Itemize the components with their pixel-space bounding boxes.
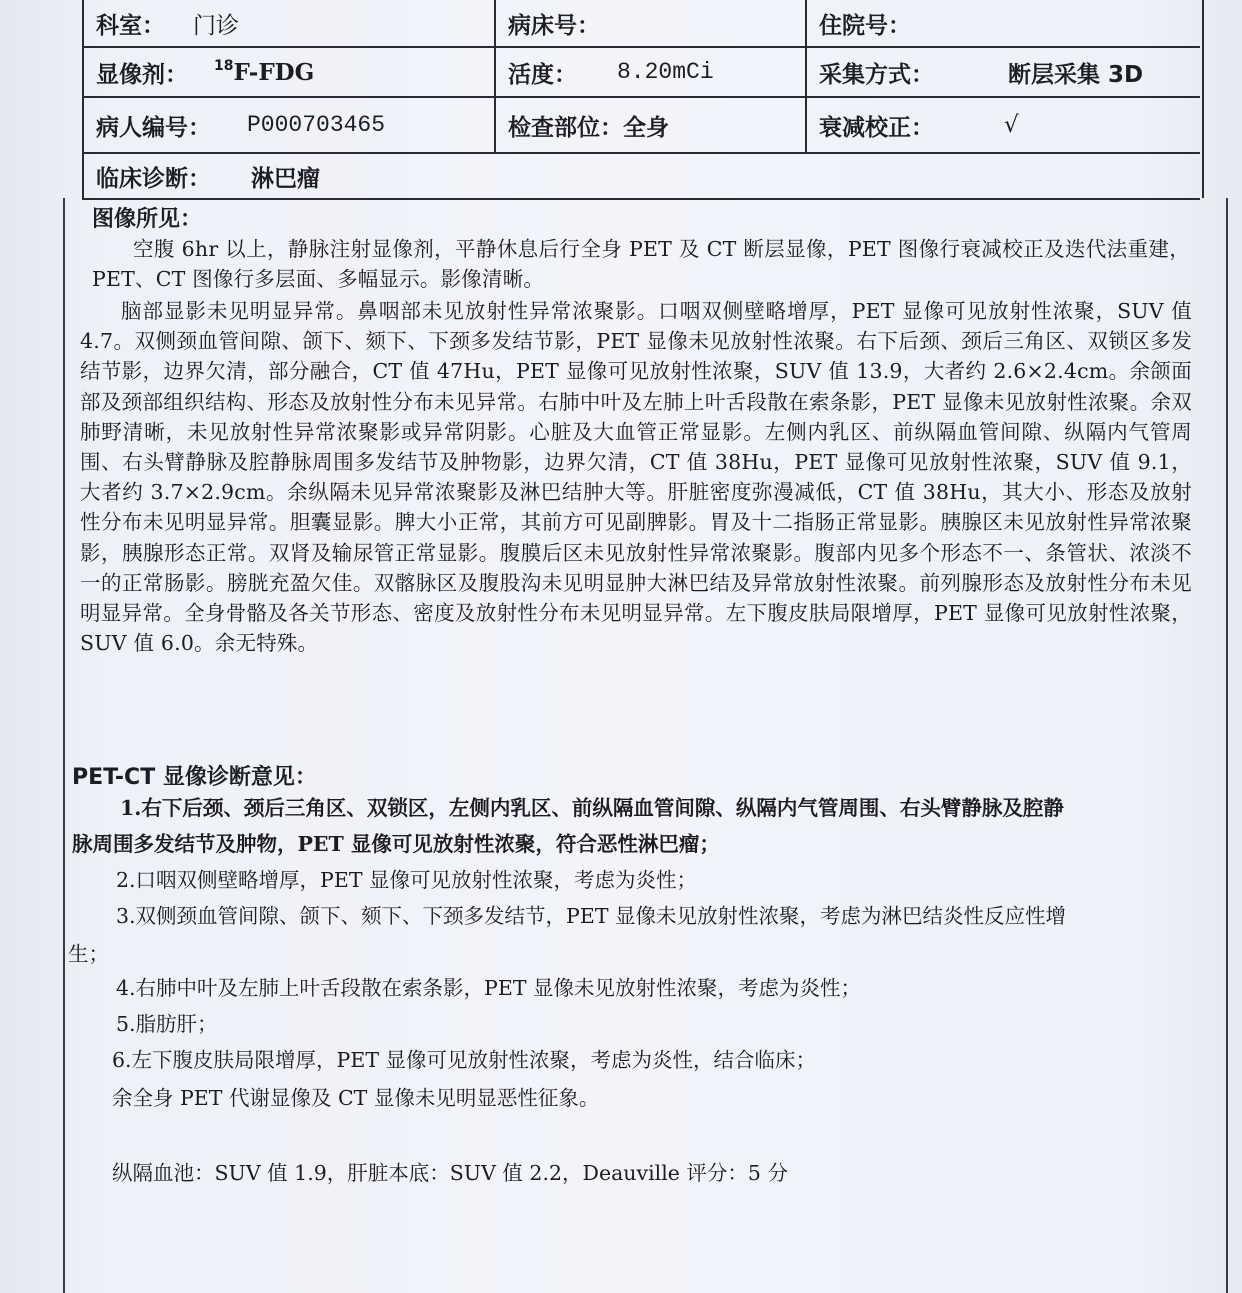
column-divider [805,48,807,98]
admission-label: 住院号： [819,12,911,39]
patient-id-label: 病人编号： [96,114,211,141]
department-value: 门诊 [193,12,239,39]
exam-site-value: 全身 [623,114,669,141]
section-right-border [1226,198,1228,1293]
acquisition-value: 断层采集 3D [1008,61,1144,88]
diagnosis-remainder: 余全身 PET 代谢显像及 CT 显像未见明显恶性征象。 [112,1086,600,1110]
diagnosis-item-3-line-2: 生； [68,942,109,966]
column-divider [494,98,496,152]
diagnosis-item-4: 4.右肺中叶及左肺上叶舌段散在索条影，PET 显像未见放射性浓聚，考虑为炎性； [116,976,862,1000]
acquisition-label: 采集方式： [819,61,934,88]
diagnosis-item-5: 5.脂肪肝； [116,1012,218,1036]
attenuation-label: 衰减校正： [819,114,934,141]
header-row-clinical-diagnosis [82,154,1200,200]
column-divider [494,48,496,98]
diagnosis-item-1-line-2: 脉周围多发结节及肿物，PET 显像可见放射性浓聚，符合恶性淋巴瘤； [72,832,720,856]
tracer-cell [96,48,314,96]
column-divider [805,98,807,152]
header-row-tracer [82,48,1200,98]
attenuation-cell [819,98,1019,152]
diagnosis-item-3-line-1: 3.双侧颈血管间隙、颌下、颏下、下颈多发结节，PET 显像未见放射性浓聚，考虑为淋巴结炎性反应性增 [116,904,1067,928]
diagnosis-item-6: 6.左下腹皮肤局限增厚，PET 显像可见放射性浓聚，考虑为炎性，结合临床； [112,1048,817,1072]
tracer-value-wrap [214,58,314,86]
diagnosis-item-1-line-1: 1.右下后颈、颈后三角区、双锁区，左侧内乳区、前纵隔血管间隙、纵隔内气管周围、右头臂静脉及腔静 [120,796,1064,820]
diagnosis-item-2: 2.口咽双侧壁略增厚，PET 显像可见放射性浓聚，考虑为炎性； [116,868,698,892]
tracer-isotope-mass: 18 [214,58,234,74]
deauville-score-line: 纵隔血池：SUV 值 1.9，肝脏本底：SUV 值 2.2，Deauville 评分：5 分 [112,1161,788,1185]
department-label: 科室： [96,12,165,39]
column-divider [805,0,807,48]
activity-value: 8.20mCi [617,59,714,85]
bed-label: 病床号： [508,12,600,39]
tracer-value: F-FDG [233,59,315,86]
findings-paragraph-details: 脑部显影未见明显异常。鼻咽部未见放射性异常浓聚影。口咽双侧壁略增厚，PET 显像可见放射性浓聚，SUV 值 4.7。双侧颈血管间隙、颌下、颏下、下颈多发结节影，PET 显像未见放射性浓聚。右下后颈、颈后三角区、双锁区多发结节影，边界欠清，部分融合，CT 值 47Hu，PET 显像可见放射性浓聚，SUV 值 13.9，大者约 2.6×2.4cm。余颌面部及颈部组织结构、形态及放射性分布未见异常。右肺中叶及左肺上叶舌段散在索条影，PET 显像未见放射性浓聚。余双肺野清晰，未见放射性异常浓聚影或异常阴影。心脏及大血管正常显影。左侧内乳区、前纵隔血管间隙、纵隔内气管周围、右头臂静脉及腔静脉周围多发结节及肿物影，边界欠清，CT 值 38Hu，PET 显像可见放射性浓聚，SUV 值 9.1，大者约 3.7×2.9cm。余纵隔未见异常浓聚影及淋巴结肿大等。肝脏密度弥漫减低，CT 值 38Hu，其大小、形态及放射性分布未见明显异常。胆囊显影。脾大小正常，其前方可见副脾影。胃及十二指肠正常显影。胰腺区未见放射性异常浓聚影，胰腺形态正常。双肾及输尿管正常显影。腹膜后区未见放射性异常浓聚影。腹部内见多个形态不一、条管状、浓淡不一的正常肠影。膀胱充盈欠佳。双髂脉区及腹股沟未见明显肿大淋巴结及异常放射性浓聚。前列腺形态及放射性分布未见明显异常。全身骨骼及各关节形态、密度及放射性分布未见明显异常。左下腹皮肤局限增厚，PET 显像可见放射性浓聚，SUV 值 6.0。余无特殊。 [80,299,1192,656]
admission-cell [819,0,911,46]
findings-paragraph-procedure: 空腹 6hr 以上，静脉注射显像剂，平静休息后行全身 PET 及 CT 断层显像，PET 图像行衰减校正及迭代法重建，PET、CT 图像行多层面、多幅显示。影像清晰。 [92,237,1190,292]
section-left-border [63,198,65,1293]
exam-site-label: 检查部位： [508,114,623,141]
activity-label: 活度： [508,61,577,88]
clinical-dx-cell [96,154,320,198]
column-divider [494,0,496,48]
header-row-department [82,0,1200,48]
department-cell [96,0,239,46]
bed-cell [508,0,600,46]
patient-id-value: P000703465 [247,112,386,138]
tracer-label: 显像剂： [96,61,188,88]
diagnosis-heading: PET-CT 显像诊断意见： [72,765,317,790]
activity-cell [508,48,714,96]
acquisition-cell [819,48,1143,96]
clinical-dx-label: 临床诊断： [96,165,211,192]
patient-id-cell [96,98,385,152]
clinical-dx-value: 淋巴瘤 [251,165,320,192]
header-row-patient [82,98,1200,154]
exam-site-cell [508,98,669,152]
attenuation-check-icon: √ [1004,112,1019,138]
findings-heading: 图像所见： [92,207,203,232]
